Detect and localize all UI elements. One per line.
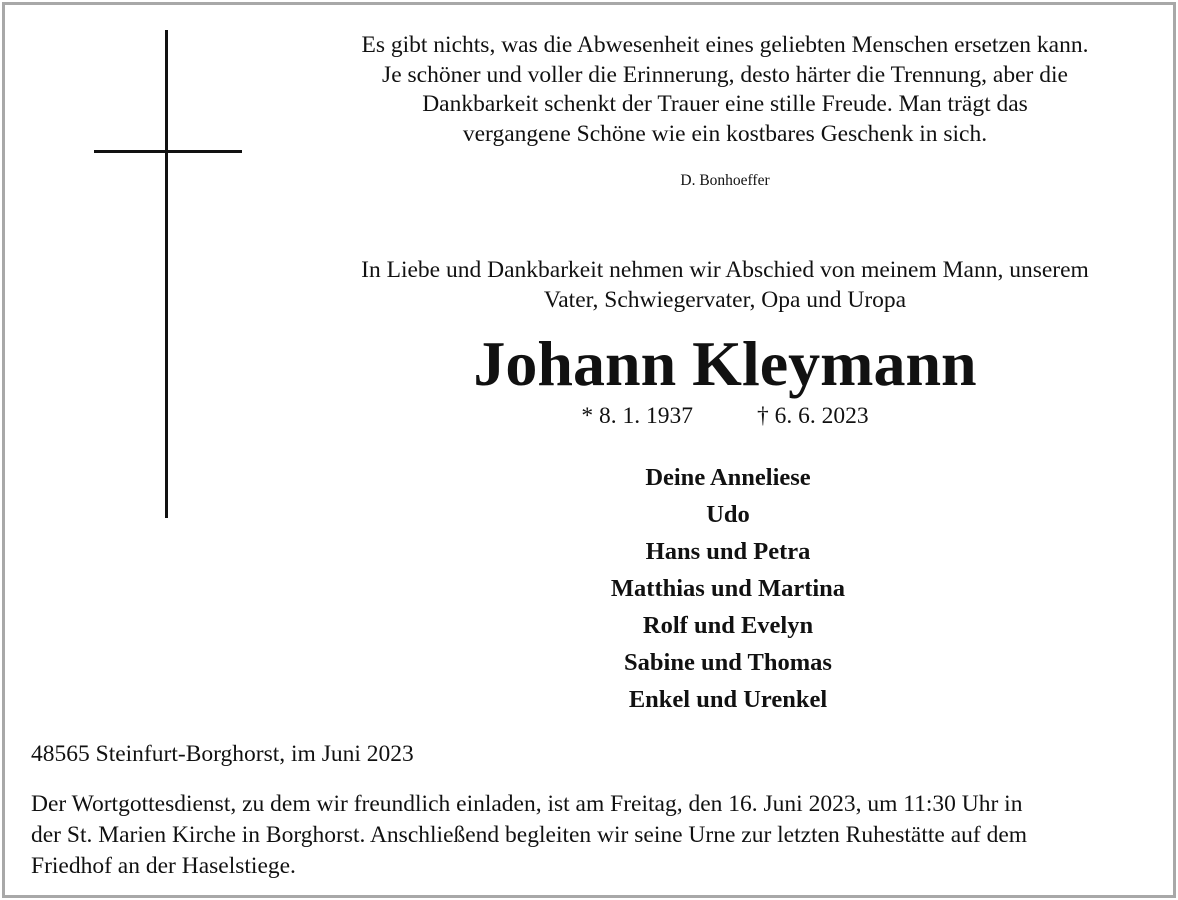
- cross-icon: [5, 5, 305, 535]
- service-line: der St. Marien Kirche in Borghorst. Anschließend begleiten wir seine Urne zur letzten Ruhestätte auf dem: [31, 822, 1028, 848]
- mourner-entry: Udo: [706, 501, 750, 528]
- mourner-entry: Sabine und Thomas: [624, 649, 832, 676]
- quote-line: Je schöner und voller die Erinnerung, desto härter die Trennung, aber die: [382, 61, 1068, 88]
- place-and-date: 48565 Steinfurt-Borghorst, im Juni 2023: [31, 741, 414, 767]
- farewell-intro: [305, 255, 1145, 315]
- service-line: Der Wortgottesdienst, zu dem wir freundlich einladen, ist am Freitag, den 16. Juni 2023, um 11:30 Uhr in: [31, 791, 1023, 817]
- mourner-entry: Deine Anneliese: [645, 464, 811, 491]
- mourner-entry: Rolf und Evelyn: [642, 612, 814, 639]
- mourner-entry: Hans und Petra: [645, 538, 811, 565]
- service-line: Friedhof an der Haselstiege.: [31, 853, 296, 879]
- cross-vertical-bar: [165, 30, 168, 518]
- mourners-list: [305, 459, 1151, 718]
- deceased-name: Johann Kleymann: [473, 328, 977, 399]
- obituary-notice: [2, 2, 1176, 898]
- service-details: [31, 789, 1161, 882]
- quote-line: Es gibt nichts, was die Abwesenheit eines geliebten Menschen ersetzen kann.: [361, 32, 1089, 58]
- intro-line: In Liebe und Dankbarkeit nehmen wir Abschied von meinem Mann, unserem: [361, 257, 1089, 283]
- quote-line: vergangene Schöne wie ein kostbares Geschenk in sich.: [462, 120, 988, 147]
- birth-date: * 8. 1. 1937: [581, 403, 693, 429]
- mourner-entry: Matthias und Martina: [610, 575, 846, 602]
- life-dates: [305, 401, 1145, 431]
- death-date: † 6. 6. 2023: [757, 403, 869, 429]
- cross-horizontal-bar: [94, 150, 242, 153]
- quote-author: D. Bonhoeffer: [680, 172, 770, 189]
- quote-line: Dankbarkeit schenkt der Trauer eine stille Freude. Man trägt das: [422, 91, 1028, 117]
- mourner-entry: Enkel und Urenkel: [628, 686, 828, 713]
- intro-line: Vater, Schwiegervater, Opa und Uropa: [543, 287, 907, 313]
- memorial-quote: [305, 31, 1145, 149]
